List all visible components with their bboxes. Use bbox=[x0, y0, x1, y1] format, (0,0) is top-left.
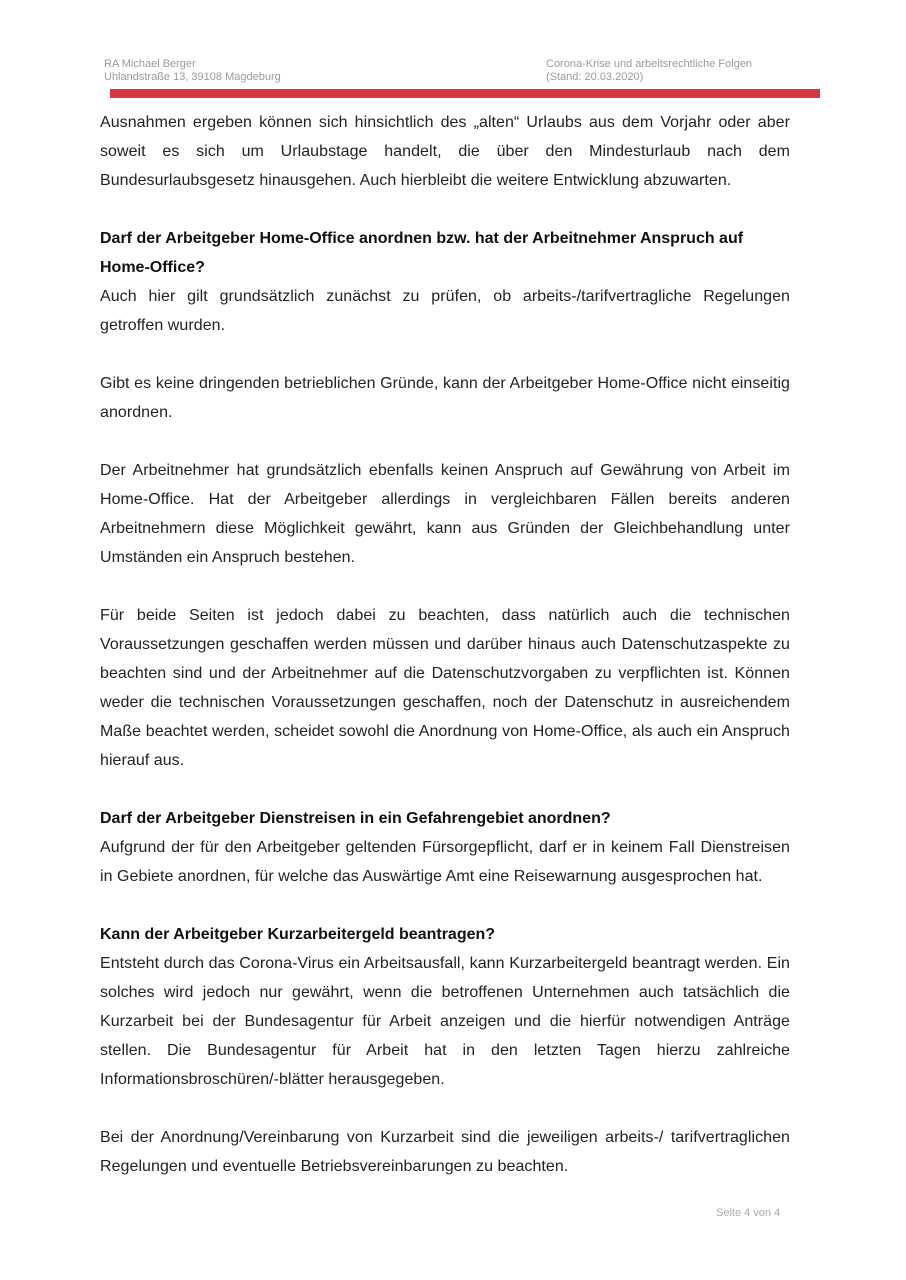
heading-business-travel: Darf der Arbeitgeber Dienstreisen in ein Gefahrengebiet anordnen? bbox=[100, 810, 611, 827]
document-title: Corona-Krise und arbeitsrechtliche Folgen bbox=[546, 58, 753, 70]
spacer bbox=[100, 427, 790, 456]
spacer bbox=[100, 891, 790, 920]
paragraph-business-travel: Aufgrund der für den Arbeitgeber geltenden Fürsorgepflicht, darf er in keinem Fall Dienstreisen in Gebiete anordnen, für welche das Auswärtige Amt eine Reisewarnung ausgesprochen hat. bbox=[100, 839, 790, 885]
sender-address: Uhlandstraße 13, 39108 Magdeburg bbox=[104, 71, 281, 83]
sender-name: RA Michael Berger bbox=[104, 58, 196, 70]
page-header bbox=[104, 58, 792, 88]
paragraph-vacation-exceptions: Ausnahmen ergeben können sich hinsichtlich des „alten“ Urlaubs aus dem Vorjahr oder aber soweit es sich um Urlaubstage handelt, die über den Mindesturlaub nach dem Bundesurlaubsgesetz hinausgehen. Auch hierbleibt die weitere Entwicklung abzuwarten. bbox=[100, 114, 790, 189]
document-body bbox=[100, 108, 790, 1181]
paragraph-short-time-regulations: Bei der Anordnung/Vereinbarung von Kurzarbeit sind die jeweiligen arbeits-/ tarifvertraglichen Regelungen und eventuelle Betriebsvereinbarungen zu beachten. bbox=[100, 1129, 790, 1175]
page-number: Seite 4 von 4 bbox=[716, 1207, 781, 1219]
paragraph-home-office-claim: Der Arbeitnehmer hat grundsätzlich ebenfalls keinen Anspruch auf Gewährung von Arbeit im Home-Office. Hat der Arbeitgeber allerdings in vergleichbaren Fällen bereits anderen Arbeitnehmern diese Möglichkeit gewährt, kann aus Gründen der Gleichbehandlung unter Umständen ein Anspruch bestehen. bbox=[100, 462, 790, 566]
paragraph-short-time-allowance: Entsteht durch das Corona-Virus ein Arbeitsausfall, kann Kurzarbeitergeld beantragt werden. Ein solches wird jedoch nur gewährt, wenn die betroffenen Unternehmen auch tatsächlich die Kurzarbeit bei der Bundesagentur für Arbeit anzeigen und die hierfür notwendigen Anträge stellen. Die Bundesagentur für Arbeit hat in den letzten Tagen hierzu zahlreiche Informationsbroschüren/-blätter herausgegeben. bbox=[100, 955, 790, 1088]
heading-short-time-allowance: Kann der Arbeitgeber Kurzarbeitergeld beantragen? bbox=[100, 926, 496, 943]
document-date: (Stand: 20.03.2020) bbox=[546, 71, 644, 83]
spacer bbox=[100, 195, 790, 224]
spacer bbox=[100, 1094, 790, 1123]
spacer bbox=[100, 775, 790, 804]
header-accent-bar bbox=[110, 89, 820, 98]
paragraph-data-protection: Für beide Seiten ist jedoch dabei zu beachten, dass natürlich auch die technischen Voraussetzungen geschaffen werden müssen und darüber hinaus auch Datenschutzaspekte zu beachten sind und der Arbeitnehmer auf die Datenschutzvorgaben zu verpflichten ist. Können weder die technischen Voraussetzungen geschaffen, noch der Datenschutz in ausreichendem Maße beachtet werden, scheidet sowohl die Anordnung von Home-Office, als auch ein Anspruch hierauf aus. bbox=[100, 607, 790, 769]
heading-home-office: Darf der Arbeitgeber Home-Office anordnen bzw. hat der Arbeitnehmer Anspruch auf Home-Office? bbox=[100, 230, 744, 276]
spacer bbox=[100, 340, 790, 369]
spacer bbox=[100, 572, 790, 601]
paragraph-home-office-order: Gibt es keine dringenden betrieblichen Gründe, kann der Arbeitgeber Home-Office nicht einseitig anordnen. bbox=[100, 375, 790, 421]
header-sender bbox=[104, 58, 281, 84]
header-document-info bbox=[546, 58, 752, 84]
paragraph-home-office-check: Auch hier gilt grundsätzlich zunächst zu prüfen, ob arbeits-/tarifvertragliche Regelungen getroffen wurden. bbox=[100, 288, 790, 334]
